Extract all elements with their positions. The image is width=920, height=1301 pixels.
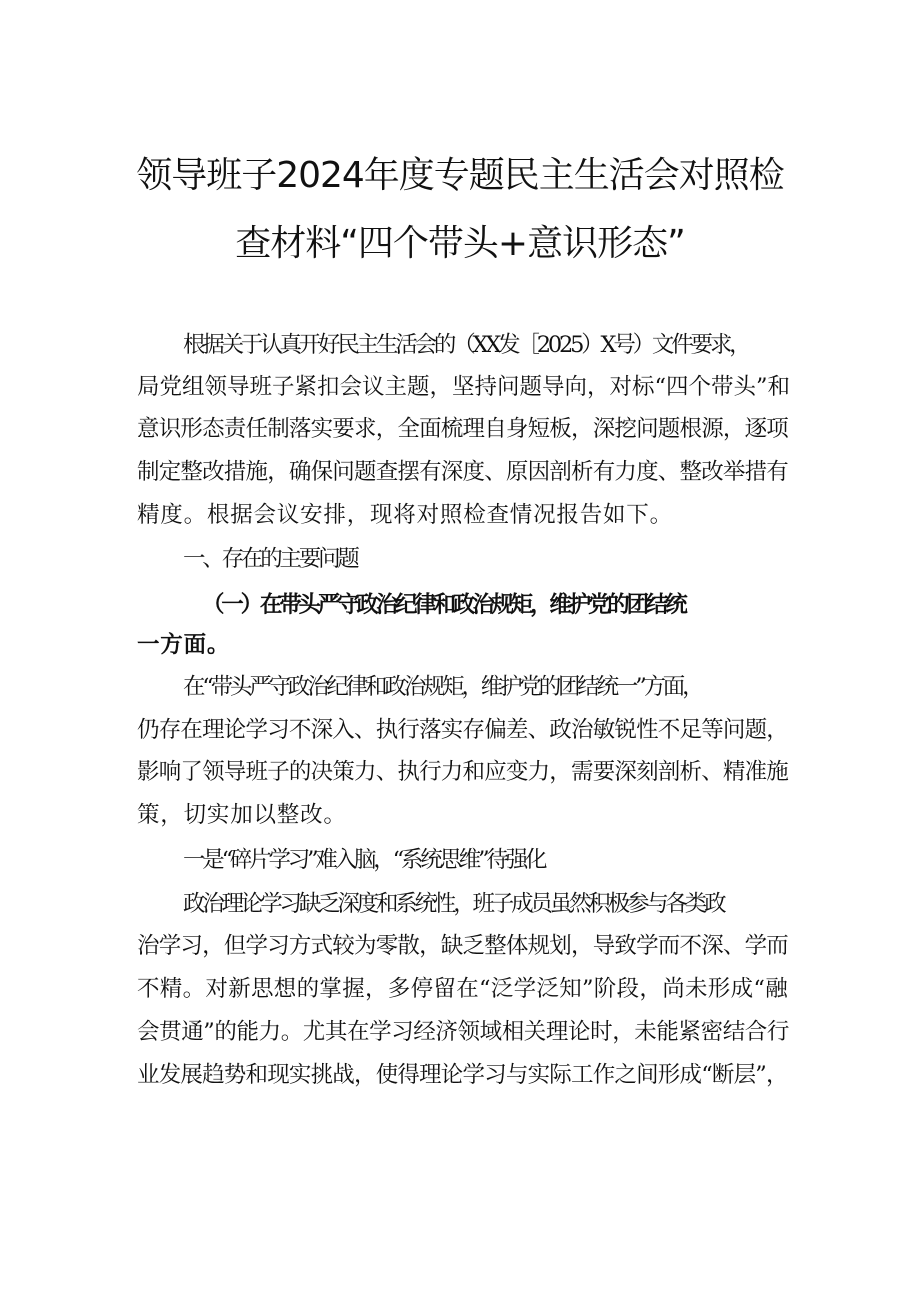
intro-paragraph-line: 制定整改措施，确保问题查摆有深度、原因剖析有力度、整改举措有 [137,459,789,485]
subsection-heading-line: （一）在带头严守政治纪律和政治规矩，维护党的团结统 [202,592,685,618]
section-heading: 一、存在的主要问题 [183,546,357,572]
body-paragraph-line: 业发展趋势和现实挑战，使得理论学习与实际工作之间形成“断层”， [137,1062,788,1088]
body-paragraph-line: 会贯通”的能力。尤其在学习经济领域相关理论时，未能紧密结合行 [137,1019,790,1045]
body-paragraph-line: 策，切实加以整改。 [137,802,347,828]
body-paragraph-line: 治学习，但学习方式较为零散，缺乏整体规划，导致学而不深、学而 [137,933,789,959]
body-paragraph-line: 不精。对新思想的掌握，多停留在“泛学泛知”阶段，尚未形成“融 [137,976,789,1002]
point-heading: 一是“碎片学习”难入脑，“系统思维”待强化 [183,847,545,873]
document-title-line-1: 领导班子2024年度专题民主生活会对照检 [136,155,784,196]
intro-paragraph-line: 意识形态责任制落实要求，全面梳理自身短板，深挖问题根源，逐项 [137,416,789,442]
document-title-line-2: 查材料“四个带头+意识形态” [235,223,685,264]
body-paragraph-line: 在“带头严守政治纪律和政治规矩，维护党的团结统一”方面， [183,674,702,700]
body-paragraph-line: 仍存在理论学习不深入、执行落实存偏差、政治敏锐性不足等问题， [137,717,789,743]
body-paragraph-line: 影响了领导班子的决策力、执行力和应变力，需要深刻剖析、精准施 [137,759,789,785]
subsection-heading-line: 一方面。 [137,632,231,658]
body-paragraph-line: 政治理论学习缺乏深度和系统性，班子成员虽然积极参与各类政 [183,891,724,917]
intro-paragraph-line: 根据关于认真开好民主生活会的（XX发［2025）X号）文件要求， [183,332,749,358]
intro-paragraph-line: 局党组领导班子紧扣会议主题，坚持问题导向，对标“四个带头”和 [137,374,791,400]
intro-paragraph-line: 精度。根据会议安排，现将对照检查情况报告如下。 [137,502,673,528]
